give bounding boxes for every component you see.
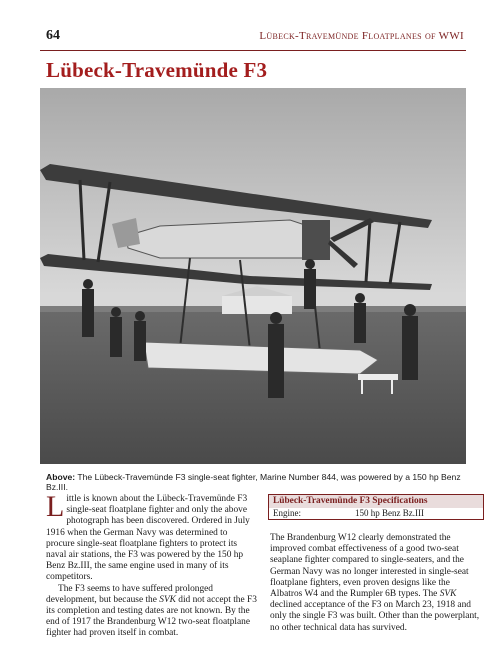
specifications-row-engine <box>269 508 483 519</box>
body-column-left <box>46 490 258 640</box>
header-rule <box>40 50 466 51</box>
floatplane-photo <box>40 88 466 464</box>
article-title: Lübeck-Travemünde F3 <box>46 58 268 82</box>
photo-illustration <box>40 88 466 464</box>
paragraph-1 <box>46 490 258 584</box>
paragraph-3 <box>270 533 482 634</box>
paragraph-3-text-b: declined acceptance of the F3 on March 23, 1918 and only the single F3 was built. Other than the powerplant, no other technical data has survived. <box>270 600 480 633</box>
specifications-box <box>268 494 484 520</box>
drop-cap: L <box>46 490 65 523</box>
body-column-right <box>270 533 482 634</box>
caption-label: Above: <box>46 472 76 482</box>
paragraph-2-text-a: The F3 seems to have suffered prolonged development, but because the <box>46 583 213 605</box>
running-title: Lübeck-Travemünde Floatplanes of WWI <box>259 30 464 42</box>
page-number: 64 <box>46 28 60 43</box>
paragraph-2 <box>46 584 258 640</box>
page-header <box>46 28 464 44</box>
specifications-title: Lübeck-Travemünde F3 Specifications <box>269 495 483 508</box>
paragraph-3-text-a: The Brandenburg W12 clearly demonstrated the improved combat effectiveness of a good two-seat seaplane fighter compared to single-seaters, and the German Navy was no longer interested in single-seat floatplane fighters, even proven designs like the Albatros W4 and the Rumpler 6B types. The <box>270 533 469 600</box>
paragraph-3-emphasis: SVK <box>439 589 457 600</box>
engine-value: 150 hp Benz Bz.III <box>355 508 424 518</box>
paragraph-2-emphasis: SVK <box>159 594 176 605</box>
figure-caption <box>46 472 466 492</box>
engine-label: Engine: <box>273 508 301 518</box>
paragraph-2-text-b: did not accept the F3 its completion and testing dates are not known. By the end of 1917 the Brandenburg W12 two-seat floatplane fighter had proven itself in combat. <box>46 594 257 639</box>
caption-text: The Lübeck-Travemünde F3 single-seat fighter, Marine Number 844, was powered by a 150 hp Benz Bz.III. <box>46 472 461 492</box>
paragraph-1-text: ittle is known about the Lübeck-Travemünde F3 single-seat floatplane fighter and only the above photograph has been discovered. Ordered in July 1916 when the German Navy was determined to procure single-seat floatplane fighters to protect its naval air stations, the F3 was powered by the 150 hp Benz Bz.III, the same engine used in many of its competitors. <box>46 494 250 583</box>
